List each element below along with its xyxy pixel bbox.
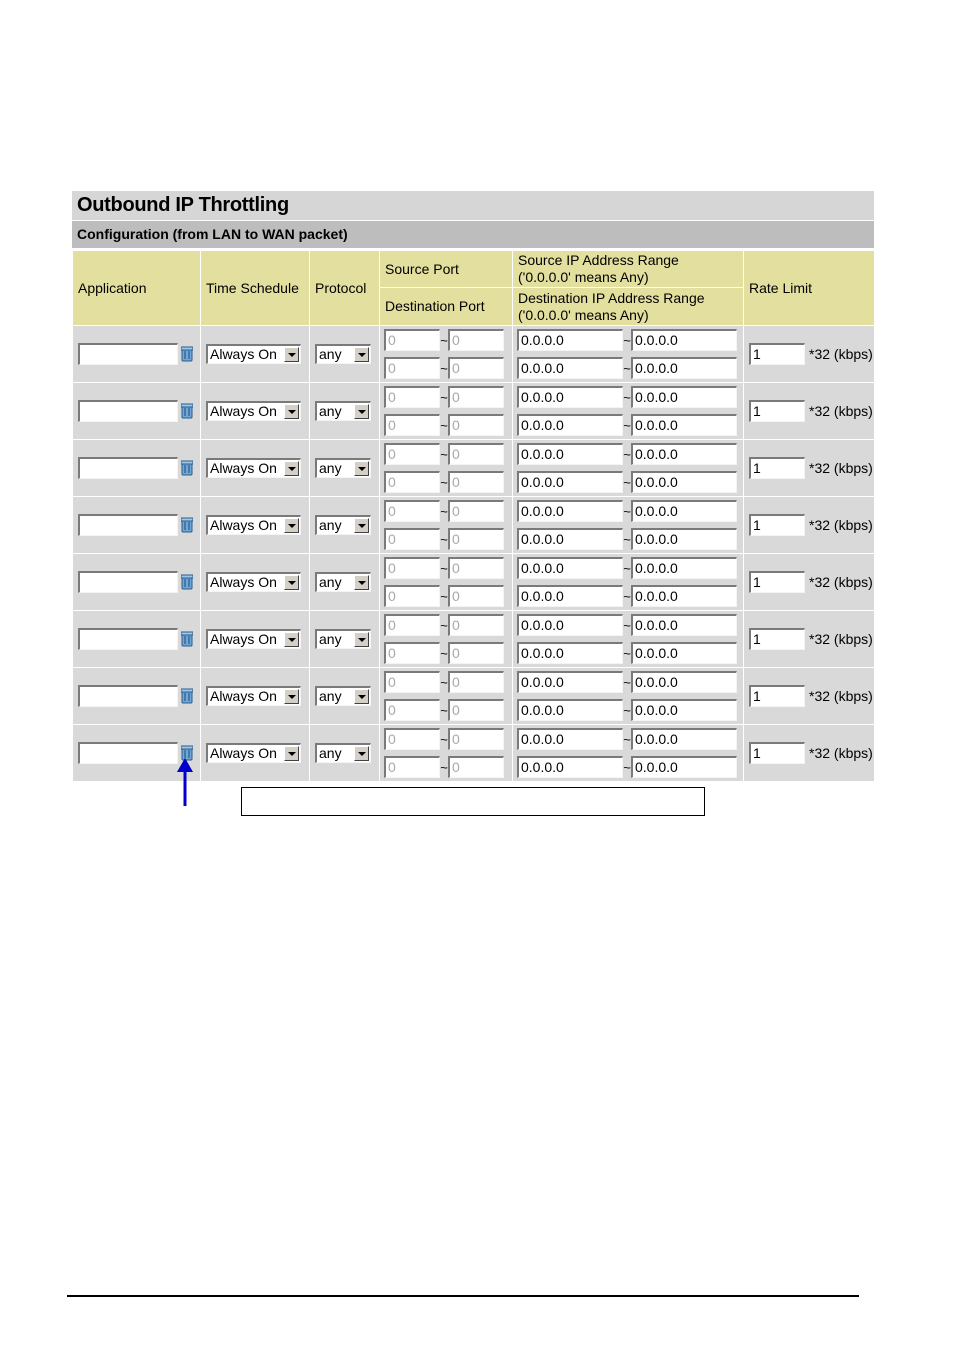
- source-port-to-input[interactable]: 0: [448, 671, 504, 693]
- application-input[interactable]: [78, 343, 178, 365]
- destination-ip-from-input[interactable]: 0.0.0.0: [517, 585, 623, 607]
- destination-ip-to-input[interactable]: 0.0.0.0: [631, 414, 737, 436]
- source-port-to-input[interactable]: 0: [448, 614, 504, 636]
- source-port-to-input[interactable]: 0: [448, 500, 504, 522]
- source-ip-from-input[interactable]: 0.0.0.0: [517, 557, 623, 579]
- rate-limit-input[interactable]: 1: [749, 514, 805, 536]
- destination-ip-to-input[interactable]: 0.0.0.0: [631, 357, 737, 379]
- source-ip-from-input[interactable]: 0.0.0.0: [517, 443, 623, 465]
- source-ip-from-input[interactable]: 0.0.0.0: [517, 728, 623, 750]
- protocol-select[interactable]: any: [315, 572, 371, 592]
- rate-unit-label: *32 (kbps): [809, 346, 873, 362]
- chevron-down-icon: [284, 746, 299, 761]
- arrow-up-icon: [176, 758, 194, 806]
- port-range-cell: 0 ~ 0 0 ~ 0: [380, 497, 513, 554]
- destination-ip-to-input[interactable]: 0.0.0.0: [631, 642, 737, 664]
- rate-limit-cell: [744, 554, 875, 611]
- rate-unit-label: *32 (kbps): [809, 688, 873, 704]
- footer-divider: [67, 1295, 859, 1297]
- destination-ip-to-input[interactable]: 0.0.0.0: [631, 699, 737, 721]
- protocol-cell: [310, 611, 380, 668]
- header-source-port: Source Port: [380, 251, 513, 288]
- port-range-cell: 0 ~ 0 0 ~ 0: [380, 611, 513, 668]
- rate-limit-input[interactable]: 1: [749, 571, 805, 593]
- rate-limit-input[interactable]: 1: [749, 343, 805, 365]
- protocol-select[interactable]: any: [315, 515, 371, 535]
- application-input[interactable]: [78, 400, 178, 422]
- destination-port-to-input[interactable]: 0: [448, 471, 504, 493]
- destination-ip-to-input[interactable]: 0.0.0.0: [631, 756, 737, 778]
- application-cell: [73, 611, 201, 668]
- source-ip-from-input[interactable]: 0.0.0.0: [517, 386, 623, 408]
- source-port-from-input[interactable]: 0: [384, 728, 440, 750]
- destination-port-from-input[interactable]: 0: [384, 414, 440, 436]
- time-schedule-cell: [201, 326, 310, 383]
- table-row: [73, 497, 875, 554]
- chevron-down-icon: [284, 632, 299, 647]
- protocol-cell: [310, 440, 380, 497]
- destination-ip-from-input[interactable]: 0.0.0.0: [517, 528, 623, 550]
- time-schedule-select[interactable]: Always On: [206, 515, 301, 535]
- destination-port-from-input[interactable]: 0: [384, 585, 440, 607]
- chevron-down-icon: [354, 404, 369, 419]
- rate-limit-input[interactable]: 1: [749, 457, 805, 479]
- header-destination-ip-range: Destination IP Address Range ('0.0.0.0' means Any): [513, 288, 744, 326]
- header-protocol: Protocol: [310, 251, 380, 326]
- ip-range-cell: 0.0.0.0 ~ 0.0.0.0 0.0.0.0 ~ 0.0.0.0: [513, 440, 744, 497]
- destination-ip-from-input[interactable]: 0.0.0.0: [517, 699, 623, 721]
- protocol-select[interactable]: any: [315, 401, 371, 421]
- ip-range-cell: 0.0.0.0 ~ 0.0.0.0 0.0.0.0 ~ 0.0.0.0: [513, 668, 744, 725]
- port-range-cell: 0 ~ 0 0 ~ 0: [380, 383, 513, 440]
- destination-port-to-input[interactable]: 0: [448, 756, 504, 778]
- destination-port-to-input[interactable]: 0: [448, 585, 504, 607]
- protocol-select[interactable]: any: [315, 458, 371, 478]
- protocol-cell: [310, 497, 380, 554]
- header-application: Application: [73, 251, 201, 326]
- protocol-cell: [310, 383, 380, 440]
- protocol-cell: [310, 326, 380, 383]
- source-ip-to-input[interactable]: 0.0.0.0: [631, 500, 737, 522]
- source-ip-to-input[interactable]: 0.0.0.0: [631, 671, 737, 693]
- port-range-cell: 0 ~ 0 0 ~ 0: [380, 668, 513, 725]
- source-port-from-input[interactable]: 0: [384, 557, 440, 579]
- destination-port-to-input[interactable]: 0: [448, 699, 504, 721]
- source-port-from-input[interactable]: 0: [384, 386, 440, 408]
- trash-icon[interactable]: [181, 688, 193, 704]
- rate-limit-input[interactable]: 1: [749, 628, 805, 650]
- application-input[interactable]: [78, 571, 178, 593]
- source-ip-from-input[interactable]: 0.0.0.0: [517, 614, 623, 636]
- destination-ip-to-input[interactable]: 0.0.0.0: [631, 471, 737, 493]
- time-schedule-select[interactable]: Always On: [206, 401, 301, 421]
- destination-ip-to-input[interactable]: 0.0.0.0: [631, 585, 737, 607]
- chevron-down-icon: [354, 347, 369, 362]
- time-schedule-select[interactable]: Always On: [206, 572, 301, 592]
- source-ip-from-input[interactable]: 0.0.0.0: [517, 500, 623, 522]
- time-schedule-cell: [201, 611, 310, 668]
- rate-limit-cell: [744, 725, 875, 782]
- table-row: [73, 326, 875, 383]
- trash-icon[interactable]: [181, 403, 193, 419]
- application-input[interactable]: [78, 514, 178, 536]
- protocol-select[interactable]: any: [315, 344, 371, 364]
- source-port-to-input[interactable]: 0: [448, 386, 504, 408]
- chevron-down-icon: [354, 746, 369, 761]
- ip-range-cell: 0.0.0.0 ~ 0.0.0.0 0.0.0.0 ~ 0.0.0.0: [513, 554, 744, 611]
- panel-subtitle: Configuration (from LAN to WAN packet): [72, 221, 874, 250]
- source-port-from-input[interactable]: 0: [384, 443, 440, 465]
- header-rate-limit: Rate Limit: [744, 251, 875, 326]
- rate-limit-cell: [744, 611, 875, 668]
- outbound-ip-throttling-panel: [72, 191, 874, 782]
- application-input[interactable]: [78, 742, 178, 764]
- source-port-to-input[interactable]: 0: [448, 443, 504, 465]
- destination-port-from-input[interactable]: 0: [384, 471, 440, 493]
- port-range-cell: 0 ~ 0 0 ~ 0: [380, 326, 513, 383]
- chevron-down-icon: [284, 404, 299, 419]
- caption-box: [241, 787, 705, 816]
- source-ip-to-input[interactable]: 0.0.0.0: [631, 614, 737, 636]
- destination-port-from-input[interactable]: 0: [384, 357, 440, 379]
- rate-limit-cell: [744, 440, 875, 497]
- source-ip-to-input[interactable]: 0.0.0.0: [631, 386, 737, 408]
- rate-limit-cell: [744, 497, 875, 554]
- application-cell: [73, 497, 201, 554]
- application-input[interactable]: [78, 457, 178, 479]
- time-schedule-select[interactable]: Always On: [206, 686, 301, 706]
- protocol-select[interactable]: any: [315, 686, 371, 706]
- application-input[interactable]: [78, 685, 178, 707]
- destination-ip-to-input[interactable]: 0.0.0.0: [631, 528, 737, 550]
- chevron-down-icon: [354, 461, 369, 476]
- rate-limit-input[interactable]: 1: [749, 742, 805, 764]
- protocol-select[interactable]: any: [315, 743, 371, 763]
- rate-unit-label: *32 (kbps): [809, 631, 873, 647]
- table-row: [73, 440, 875, 497]
- time-schedule-select[interactable]: Always On: [206, 344, 301, 364]
- destination-port-to-input[interactable]: 0: [448, 528, 504, 550]
- trash-icon[interactable]: [181, 631, 193, 647]
- application-cell: [73, 326, 201, 383]
- rate-limit-input[interactable]: 1: [749, 685, 805, 707]
- destination-ip-from-input[interactable]: 0.0.0.0: [517, 414, 623, 436]
- source-ip-to-input[interactable]: 0.0.0.0: [631, 443, 737, 465]
- source-port-to-input[interactable]: 0: [448, 557, 504, 579]
- time-schedule-cell: [201, 497, 310, 554]
- chevron-down-icon: [354, 518, 369, 533]
- time-schedule-cell: [201, 668, 310, 725]
- chevron-down-icon: [354, 575, 369, 590]
- time-schedule-select[interactable]: Always On: [206, 458, 301, 478]
- source-ip-from-input[interactable]: 0.0.0.0: [517, 329, 623, 351]
- destination-port-to-input[interactable]: 0: [448, 414, 504, 436]
- rate-limit-cell: [744, 668, 875, 725]
- ip-range-cell: 0.0.0.0 ~ 0.0.0.0 0.0.0.0 ~ 0.0.0.0: [513, 611, 744, 668]
- time-schedule-select[interactable]: Always On: [206, 743, 301, 763]
- port-range-cell: 0 ~ 0 0 ~ 0: [380, 440, 513, 497]
- source-port-from-input[interactable]: 0: [384, 500, 440, 522]
- port-range-cell: 0 ~ 0 0 ~ 0: [380, 554, 513, 611]
- trash-icon[interactable]: [181, 460, 193, 476]
- chevron-down-icon: [284, 575, 299, 590]
- header-source-ip-range: Source IP Address Range ('0.0.0.0' means Any): [513, 251, 744, 288]
- time-schedule-cell: [201, 725, 310, 782]
- destination-ip-from-input[interactable]: 0.0.0.0: [517, 357, 623, 379]
- rate-limit-input[interactable]: 1: [749, 400, 805, 422]
- application-input[interactable]: [78, 628, 178, 650]
- chevron-down-icon: [354, 689, 369, 704]
- destination-port-from-input[interactable]: 0: [384, 756, 440, 778]
- ip-range-cell: 0.0.0.0 ~ 0.0.0.0 0.0.0.0 ~ 0.0.0.0: [513, 326, 744, 383]
- source-ip-to-input[interactable]: 0.0.0.0: [631, 329, 737, 351]
- chevron-down-icon: [284, 347, 299, 362]
- chevron-down-icon: [284, 689, 299, 704]
- destination-port-to-input[interactable]: 0: [448, 357, 504, 379]
- chevron-down-icon: [284, 461, 299, 476]
- destination-port-from-input[interactable]: 0: [384, 699, 440, 721]
- trash-icon[interactable]: [181, 574, 193, 590]
- time-schedule-cell: [201, 554, 310, 611]
- trash-icon[interactable]: [181, 346, 193, 362]
- source-port-from-input[interactable]: 0: [384, 614, 440, 636]
- source-port-from-input[interactable]: 0: [384, 671, 440, 693]
- table-row: [73, 554, 875, 611]
- protocol-cell: [310, 554, 380, 611]
- table-row: [73, 383, 875, 440]
- throttling-table: [72, 250, 875, 782]
- rate-unit-label: *32 (kbps): [809, 745, 873, 761]
- application-cell: [73, 554, 201, 611]
- source-ip-from-input[interactable]: 0.0.0.0: [517, 671, 623, 693]
- ip-range-cell: 0.0.0.0 ~ 0.0.0.0 0.0.0.0 ~ 0.0.0.0: [513, 497, 744, 554]
- rate-unit-label: *32 (kbps): [809, 460, 873, 476]
- table-row: [73, 611, 875, 668]
- destination-port-from-input[interactable]: 0: [384, 642, 440, 664]
- destination-ip-from-input[interactable]: 0.0.0.0: [517, 642, 623, 664]
- source-port-to-input[interactable]: 0: [448, 728, 504, 750]
- table-row: [73, 668, 875, 725]
- destination-port-to-input[interactable]: 0: [448, 642, 504, 664]
- application-cell: [73, 383, 201, 440]
- destination-port-from-input[interactable]: 0: [384, 528, 440, 550]
- rate-limit-cell: [744, 383, 875, 440]
- source-ip-to-input[interactable]: 0.0.0.0: [631, 557, 737, 579]
- application-cell: [73, 668, 201, 725]
- rate-unit-label: *32 (kbps): [809, 574, 873, 590]
- header-destination-port: Destination Port: [380, 288, 513, 326]
- trash-icon[interactable]: [181, 517, 193, 533]
- panel-title: Outbound IP Throttling: [72, 191, 874, 221]
- destination-ip-from-input[interactable]: 0.0.0.0: [517, 471, 623, 493]
- protocol-cell: [310, 668, 380, 725]
- source-port-from-input[interactable]: 0: [384, 329, 440, 351]
- rate-limit-cell: [744, 326, 875, 383]
- port-range-cell: 0 ~ 0 0 ~ 0: [380, 725, 513, 782]
- rate-unit-label: *32 (kbps): [809, 517, 873, 533]
- ip-range-cell: 0.0.0.0 ~ 0.0.0.0 0.0.0.0 ~ 0.0.0.0: [513, 383, 744, 440]
- ip-range-cell: 0.0.0.0 ~ 0.0.0.0 0.0.0.0 ~ 0.0.0.0: [513, 725, 744, 782]
- header-time-schedule: Time Schedule: [201, 251, 310, 326]
- protocol-select[interactable]: any: [315, 629, 371, 649]
- time-schedule-cell: [201, 383, 310, 440]
- source-port-to-input[interactable]: 0: [448, 329, 504, 351]
- chevron-down-icon: [284, 518, 299, 533]
- protocol-cell: [310, 725, 380, 782]
- time-schedule-select[interactable]: Always On: [206, 629, 301, 649]
- rate-unit-label: *32 (kbps): [809, 403, 873, 419]
- time-schedule-cell: [201, 440, 310, 497]
- chevron-down-icon: [354, 632, 369, 647]
- source-ip-to-input[interactable]: 0.0.0.0: [631, 728, 737, 750]
- destination-ip-from-input[interactable]: 0.0.0.0: [517, 756, 623, 778]
- application-cell: [73, 440, 201, 497]
